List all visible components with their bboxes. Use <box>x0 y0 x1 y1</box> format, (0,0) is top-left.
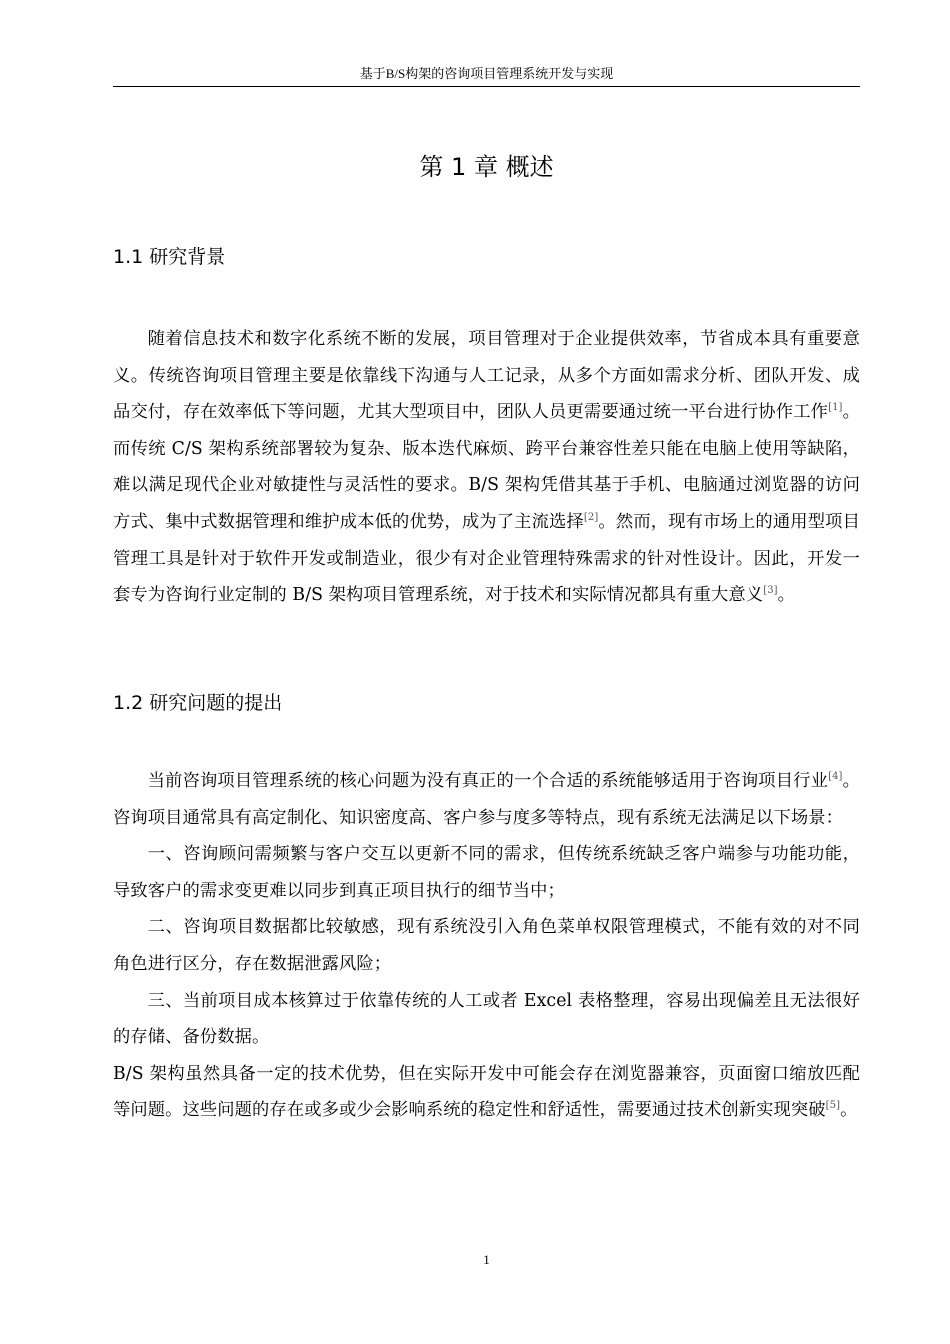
section-title-1-1: 1.1 研究背景 <box>113 246 226 268</box>
paragraph-text: 当前咨询项目管理系统的核心问题为没有真正的一个合适的系统能够适用于咨询项目行业 <box>147 771 829 791</box>
paragraph <box>113 1056 860 1129</box>
paragraph <box>113 321 860 614</box>
paragraph <box>113 763 860 836</box>
paragraph-text: 三、当前项目成本核算过于依靠传统的人工或者 Excel 表格整理，容易出现偏差且无法很好的存储、备份数据。 <box>113 990 860 1048</box>
page-number: 1 <box>483 1252 490 1267</box>
citation-ref[interactable]: [1] <box>828 402 843 414</box>
citation-ref[interactable]: [4] <box>828 771 843 783</box>
paragraph-text: 一、咨询顾问需频繁与客户交互以更新不同的需求，但传统系统缺乏客户端参与功能功能，导致客户的需求变更难以同步到真正项目执行的细节当中； <box>113 844 860 901</box>
paragraph <box>113 909 860 982</box>
paragraph-text: 。咨询项目通常具有高定制化、知识密度高、客户参与度多等特点，现有系统无法满足以下场景： <box>113 771 860 828</box>
paragraph <box>113 983 860 1056</box>
section-title-1-2: 1.2 研究问题的提出 <box>113 692 283 714</box>
paragraph-text: 二、咨询项目数据都比较敏感，现有系统没引入角色菜单权限管理模式，不能有效的对不同角色进行区分，存在数据泄露风险； <box>113 917 860 974</box>
paragraph-text: B/S 架构虽然具备一定的技术优势，但在实际开发中可能会存在浏览器兼容，页面窗口缩放匹配等问题。这些问题的存在或多或少会影响系统的稳定性和舒适性，需要通过技术创新实现突破 <box>113 1063 860 1121</box>
chapter-title: 第 1 章 概述 <box>419 153 554 181</box>
header-rule <box>113 86 860 87</box>
paragraph-text: 。然而，现有市场上的通用型项目管理工具是针对于软件开发或制造业，很少有对企业管理特殊需求的针对性设计。因此，开发一套专为咨询行业定制的 B/S 架构项目管理系统，对于技术和实际情况都具有重大意义 <box>113 511 860 606</box>
paragraph <box>113 836 860 909</box>
citation-ref[interactable]: [3] <box>763 585 778 597</box>
paragraph-text: 。 <box>777 585 796 606</box>
citation-ref[interactable]: [5] <box>825 1100 841 1112</box>
paragraph-text: 。而传统 C/S 架构系统部署较为复杂、版本迭代麻烦、跨平台兼容性差只能在电脑上使用等缺陷，难以满足现代企业对敏捷性与灵活性的要求。B/S 架构凭借其基于手机、电脑通过浏览器的访问方式、集中式数据管理和维护成本低的优势，成为了主流选择 <box>113 402 860 532</box>
paragraph-text: 。 <box>840 1100 858 1121</box>
citation-ref[interactable]: [2] <box>583 512 599 524</box>
paragraph-text: 随着信息技术和数字化系统不断的发展，项目管理对于企业提供效率，节省成本具有重要意义。传统咨询项目管理主要是依靠线下沟通与人工记录，从多个方面如需求分析、团队开发、成品交付，存在效率低下等问题，尤其大型项目中，团队人员更需要通过统一平台进行协作工作 <box>113 329 860 423</box>
running-header: 基于B/S构架的咨询项目管理系统开发与实现 <box>359 66 614 81</box>
section-1-2-body <box>113 763 860 1129</box>
section-1-1-body <box>113 321 860 614</box>
